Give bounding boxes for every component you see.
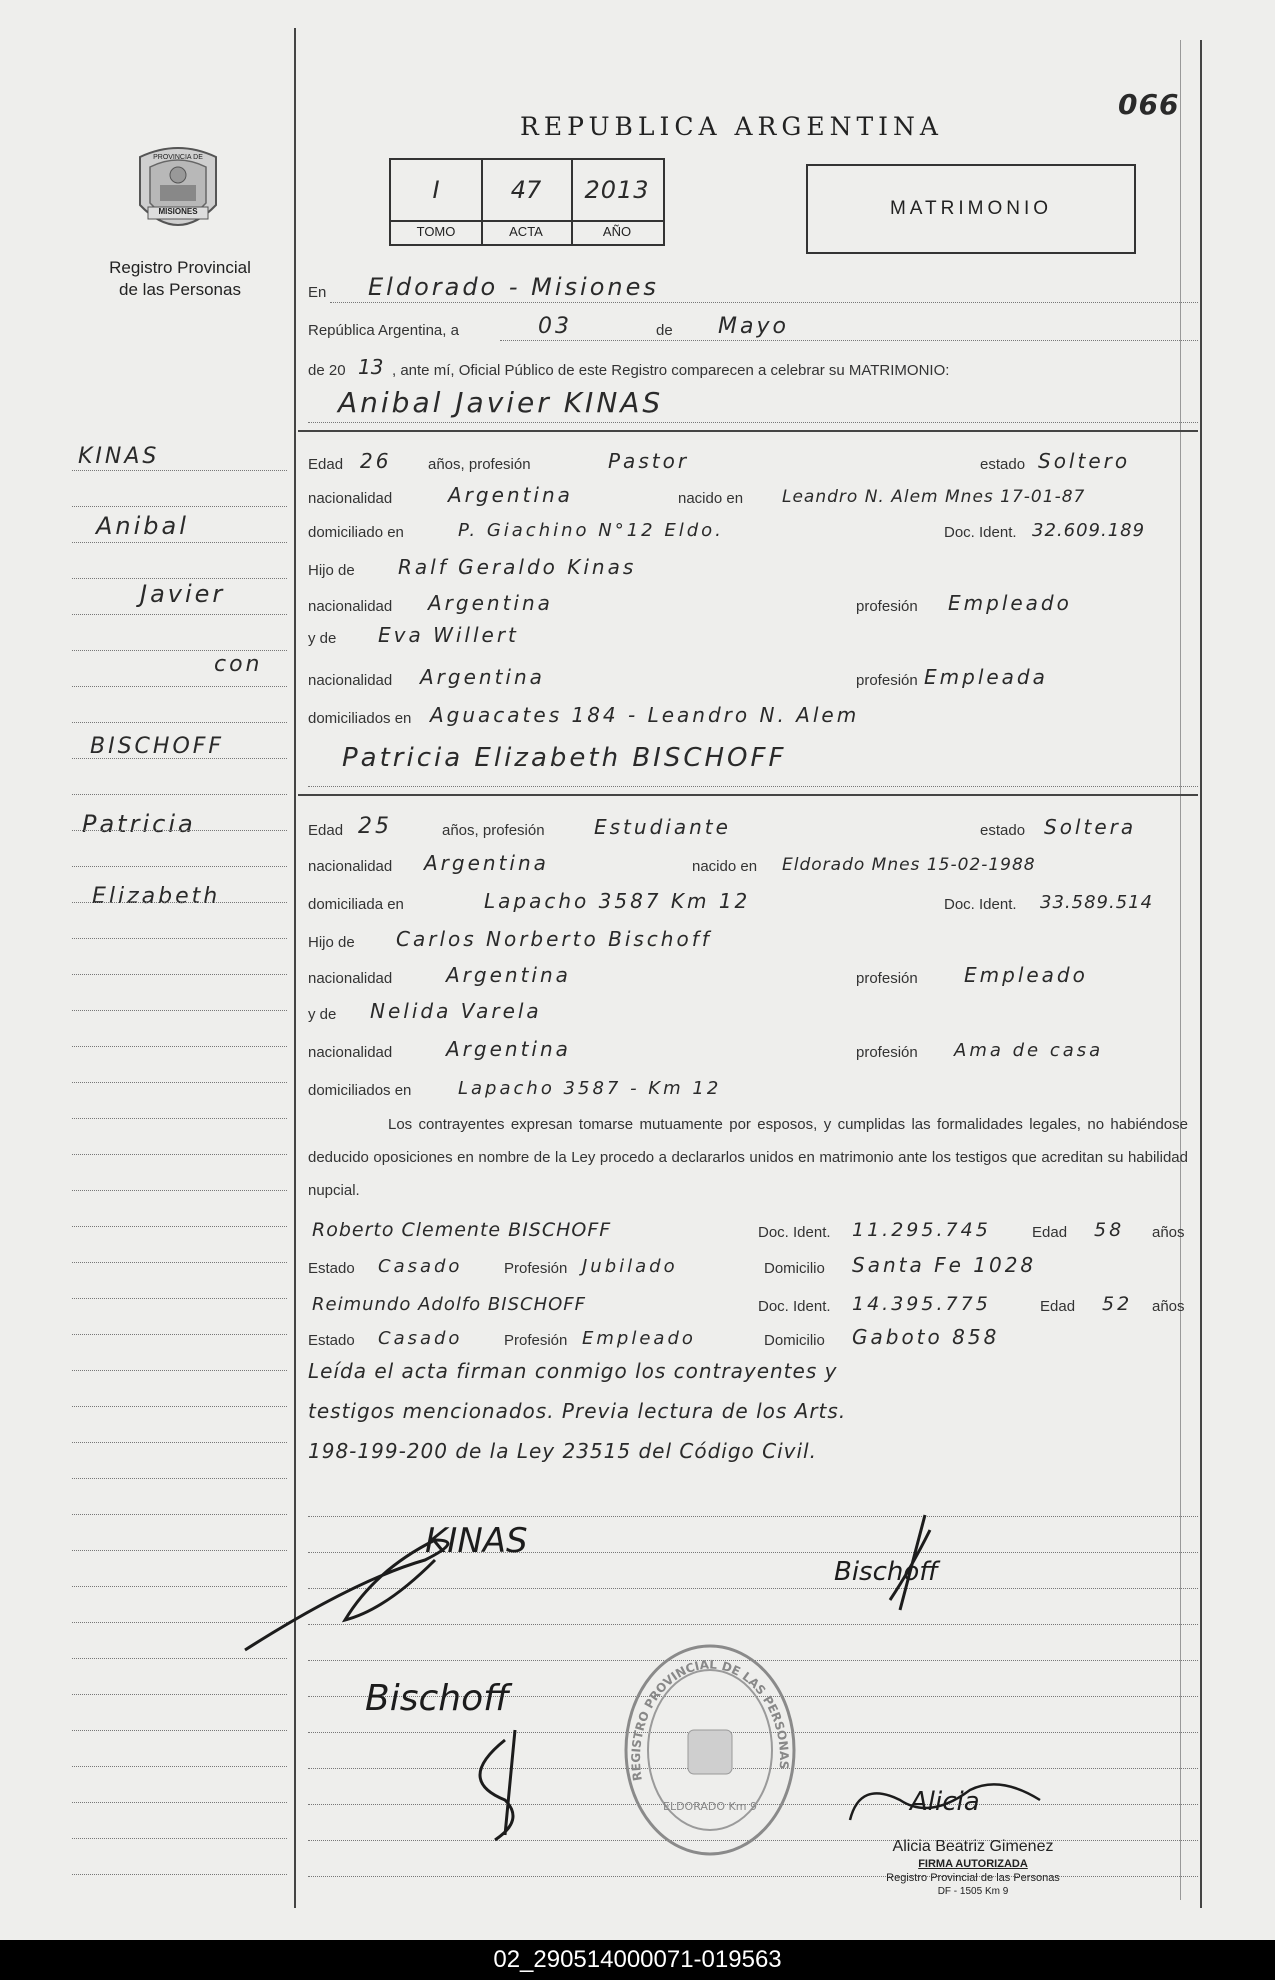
groom-age: 26 — [360, 449, 392, 473]
witness1-age: 58 — [1094, 1219, 1125, 1241]
bride-age: 25 — [358, 814, 392, 839]
row-witness1-details: Estado Casado Profesión Jubilado Domicilio Santa Fe 1028 — [308, 1253, 1037, 1277]
sidebar-name: KINAS — [78, 444, 160, 469]
declaration-text: Los contrayentes expresan tomarse mutuamente por esposos, y cumplidas las formalidades legales, no habiéndose deducido oposiciones en nombre de la Ley procedo a declararlos unidos en matrimonio ante los testigos que acreditan su habilidad nupcial. — [308, 1116, 1188, 1199]
registry-name-line1: Registro Provincial — [109, 258, 251, 277]
sidebar-rule — [72, 902, 287, 903]
witness2-doc: 14.395.775 — [852, 1293, 991, 1315]
official-title: FIRMA AUTORIZADA — [918, 1858, 1028, 1870]
republica-label: República Argentina, a — [308, 322, 459, 339]
row-bride-mother-info: nacionalidad Argentina profesión Ama de casa — [308, 1037, 1104, 1061]
witness-signature-text: Bischoff — [834, 1557, 939, 1587]
en-label: En — [308, 284, 327, 301]
witness-signature-right — [830, 1510, 970, 1620]
row-place — [308, 274, 1198, 304]
de-label: de — [656, 322, 673, 339]
record-ref-table — [389, 158, 665, 246]
groom-doc: 32.609.189 — [1032, 520, 1146, 541]
witness1-address: Santa Fe 1028 — [852, 1253, 1037, 1277]
sidebar-rule — [72, 1010, 287, 1011]
bride-father-nationality: Argentina — [446, 963, 571, 987]
sidebar-rule — [72, 1802, 287, 1803]
sidebar-rule — [72, 1730, 287, 1731]
sidebar-rule — [72, 1118, 287, 1119]
row-groom-nationality: nacionalidad Argentina nacido en Leandro N. Alem Mnes 17-01-87 — [308, 483, 1086, 507]
registry-stamp — [620, 1640, 800, 1860]
witness1-doc: 11.295.745 — [852, 1219, 991, 1241]
sidebar-rule — [72, 506, 287, 507]
witness1-profession: Jubilado — [582, 1256, 678, 1277]
groom-signature-text: KINAS — [425, 1521, 528, 1561]
bride-profession: Estudiante — [594, 815, 731, 839]
bride-signature — [355, 1650, 585, 1850]
year-prefix: de 20 — [308, 362, 346, 379]
bride-mother-profession: Ama de casa — [954, 1040, 1104, 1061]
sidebar-rule — [72, 614, 287, 615]
bride-nationality: Argentina — [424, 851, 549, 875]
sidebar-rule — [72, 1262, 287, 1263]
sidebar-rule — [72, 722, 287, 723]
groom-mother: Eva Willert — [378, 623, 519, 647]
row-bride-mother: y de Nelida Varela — [308, 999, 542, 1023]
row-groom-address: domiciliado en P. Giachino N°12 Eldo. Doc. Ident. 32.609.189 — [308, 520, 1146, 541]
row-bride-address: domiciliada en Lapacho 3587 Km 12 Doc. Ident. 33.589.514 — [308, 889, 1154, 913]
official-name: Alicia Beatriz Gimenez — [892, 1838, 1054, 1855]
row-witness1: Roberto Clemente BISCHOFF Doc. Ident. 11.295.745 Edad 58 años — [312, 1219, 1185, 1241]
groom-parents-address: Aguacates 184 - Leandro N. Alem — [430, 703, 860, 727]
groom-full-name: Anibal Javier KINAS — [338, 386, 664, 419]
registry-name-line2: de las Personas — [119, 280, 241, 299]
sidebar-rule — [72, 650, 287, 651]
bride-birthplace: Eldorado Mnes 15-02-1988 — [782, 855, 1036, 875]
sidebar-rule — [72, 1406, 287, 1407]
witness1-status: Casado — [378, 1256, 463, 1277]
sidebar-rule — [72, 470, 287, 471]
row-groom-name — [308, 386, 1198, 422]
page-number: 066 — [1118, 88, 1180, 121]
tomo-value: I — [432, 176, 440, 204]
row-bride-name — [308, 743, 1198, 776]
bride-mother-nationality: Argentina — [446, 1037, 571, 1061]
row-closing-1 — [308, 1356, 1198, 1386]
sidebar-rule — [72, 974, 287, 975]
sidebar-rule — [72, 1442, 287, 1443]
sidebar-rule — [72, 794, 287, 795]
groom-profession: Pastor — [608, 449, 690, 473]
row-bride-nationality: nacionalidad Argentina nacido en Eldorado Mnes 15-02-1988 — [308, 851, 1036, 875]
groom-mother-nationality: Argentina — [420, 665, 545, 689]
witness2-address: Gaboto 858 — [852, 1325, 1000, 1349]
row-witness2: Reimundo Adolfo BISCHOFF Doc. Ident. 14.395.775 Edad 52 años — [312, 1293, 1185, 1315]
record-type-box: MATRIMONIO — [806, 164, 1136, 254]
witness2-name: Reimundo Adolfo BISCHOFF — [312, 1294, 586, 1315]
month-value: Mayo — [718, 314, 789, 339]
sidebar-rule — [72, 1298, 287, 1299]
bride-full-name: Patricia Elizabeth BISCHOFF — [342, 743, 787, 773]
sidebar-rule — [72, 542, 287, 543]
sidebar-rule — [72, 938, 287, 939]
crest-bottom-text: MISIONES — [158, 207, 198, 216]
row-year — [308, 352, 1198, 382]
tomo-label: TOMO — [416, 224, 456, 239]
row-bride-father: Hijo de Carlos Norberto Bischoff — [308, 927, 712, 951]
sidebar-name: BISCHOFF — [90, 734, 225, 759]
sidebar-rule — [72, 686, 287, 687]
sidebar-rule — [72, 1838, 287, 1839]
sidebar-rule — [72, 1190, 287, 1191]
official-signature-text: Alicia — [910, 1787, 980, 1817]
sidebar-rule — [72, 830, 287, 831]
sidebar-rule — [72, 758, 287, 759]
day-value: 03 — [538, 314, 572, 339]
witness2-age: 52 — [1102, 1293, 1133, 1315]
groom-status: Soltero — [1038, 449, 1131, 473]
sidebar-rule — [72, 1046, 287, 1047]
sidebar-rule — [72, 866, 287, 867]
sidebar-rule — [72, 1334, 287, 1335]
sidebar-rule — [72, 1766, 287, 1767]
country-title: REPUBLICA ARGENTINA — [520, 112, 943, 141]
bride-parents-address: Lapacho 3587 - Km 12 — [458, 1078, 722, 1099]
bride-father-profession: Empleado — [964, 963, 1088, 987]
groom-signature — [235, 1500, 595, 1660]
sidebar-rule — [72, 578, 287, 579]
row-groom-father-info: nacionalidad Argentina profesión Empleado — [308, 591, 1072, 615]
witness2-status: Casado — [378, 1328, 463, 1349]
right-frame-line — [1200, 40, 1202, 1908]
row-groom-father: Hijo de Ralf Geraldo Kinas — [308, 555, 637, 579]
official-office: DF - 1505 Km 9 — [937, 1886, 1009, 1897]
place-value: Eldorado - Misiones — [368, 273, 659, 301]
groom-father-nationality: Argentina — [428, 591, 553, 615]
row-groom-age: Edad 26 años, profesión Pastor estado Soltero — [308, 449, 1131, 473]
official-signature — [840, 1770, 1070, 1840]
sidebar-rule — [72, 1874, 287, 1875]
row-bride-age: Edad 25 años, profesión Estudiante estado Soltera — [308, 814, 1137, 839]
groom-father-profession: Empleado — [948, 591, 1072, 615]
official-registry: Registro Provincial de las Personas — [886, 1872, 1060, 1884]
witness1-name: Roberto Clemente BISCHOFF — [312, 1219, 612, 1241]
sidebar-name: con — [214, 652, 263, 677]
sidebar-name: Elizabeth — [92, 884, 221, 909]
groom-mother-profession: Empleada — [924, 665, 1048, 689]
row-groom-mother: y de Eva Willert — [308, 623, 519, 647]
bride-signature-text: Bischoff — [365, 1678, 510, 1719]
sidebar-name: Anibal — [96, 512, 189, 540]
row-bride-parents-address: domiciliados en Lapacho 3587 - Km 12 — [308, 1078, 722, 1099]
groom-address: P. Giachino N°12 Eldo. — [458, 520, 724, 541]
anio-value: 2013 — [584, 176, 650, 204]
acta-label: ACTA — [509, 224, 543, 239]
row-closing-2 — [308, 1396, 1198, 1426]
closing-line: testigos mencionados. Previa lectura de los Arts. — [308, 1399, 847, 1423]
bride-status: Soltera — [1044, 815, 1137, 839]
row-witness2-details: Estado Casado Profesión Empleado Domicilio Gaboto 858 — [308, 1325, 1000, 1349]
ante-text: , ante mí, Oficial Público de este Registro comparecen a celebrar su MATRIMONIO: — [392, 362, 950, 379]
witness2-profession: Empleado — [582, 1328, 696, 1349]
bride-doc: 33.589.514 — [1040, 892, 1154, 913]
sidebar-rule — [72, 1370, 287, 1371]
file-id-footer: 02_290514000071-019563 — [0, 1940, 1275, 1980]
crest-top-text: PROVINCIA DE — [153, 154, 203, 161]
closing-line: 198-199-200 de la Ley 23515 del Código Civil. — [308, 1439, 817, 1463]
groom-nationality: Argentina — [448, 483, 573, 507]
row-bride-father-info: nacionalidad Argentina profesión Empleado — [308, 963, 1088, 987]
row-date — [308, 312, 1198, 342]
bride-mother: Nelida Varela — [370, 999, 542, 1023]
sidebar-rule — [72, 1694, 287, 1695]
sidebar-rule — [72, 1226, 287, 1227]
sidebar-name: Javier — [140, 580, 226, 608]
stamp-inner-text: ELDORADO Km 9 — [663, 1800, 757, 1813]
bride-address: Lapacho 3587 Km 12 — [484, 889, 751, 913]
sidebar-name: Patricia — [82, 810, 196, 838]
row-groom-parents-address: domiciliados en Aguacates 184 - Leandro N. Alem — [308, 703, 860, 727]
groom-birthplace: Leandro N. Alem Mnes 17-01-87 — [782, 487, 1086, 507]
sidebar-rule — [72, 1082, 287, 1083]
anio-label: AÑO — [602, 224, 632, 239]
row-closing-3 — [308, 1436, 1198, 1466]
closing-line: Leída el acta firman conmigo los contrayentes y — [308, 1359, 838, 1383]
sidebar-rule — [72, 1154, 287, 1155]
row-groom-mother-info: nacionalidad Argentina profesión Empleada — [308, 665, 1048, 689]
sidebar-rule — [72, 1478, 287, 1479]
bride-father: Carlos Norberto Bischoff — [396, 927, 712, 951]
stamp-ring-text: REGISTRO PROVINCIAL DE LAS PERSONAS — [628, 1657, 792, 1782]
acta-value: 47 — [510, 176, 542, 204]
groom-father: Ralf Geraldo Kinas — [398, 555, 637, 579]
year-suffix: 13 — [358, 355, 384, 379]
